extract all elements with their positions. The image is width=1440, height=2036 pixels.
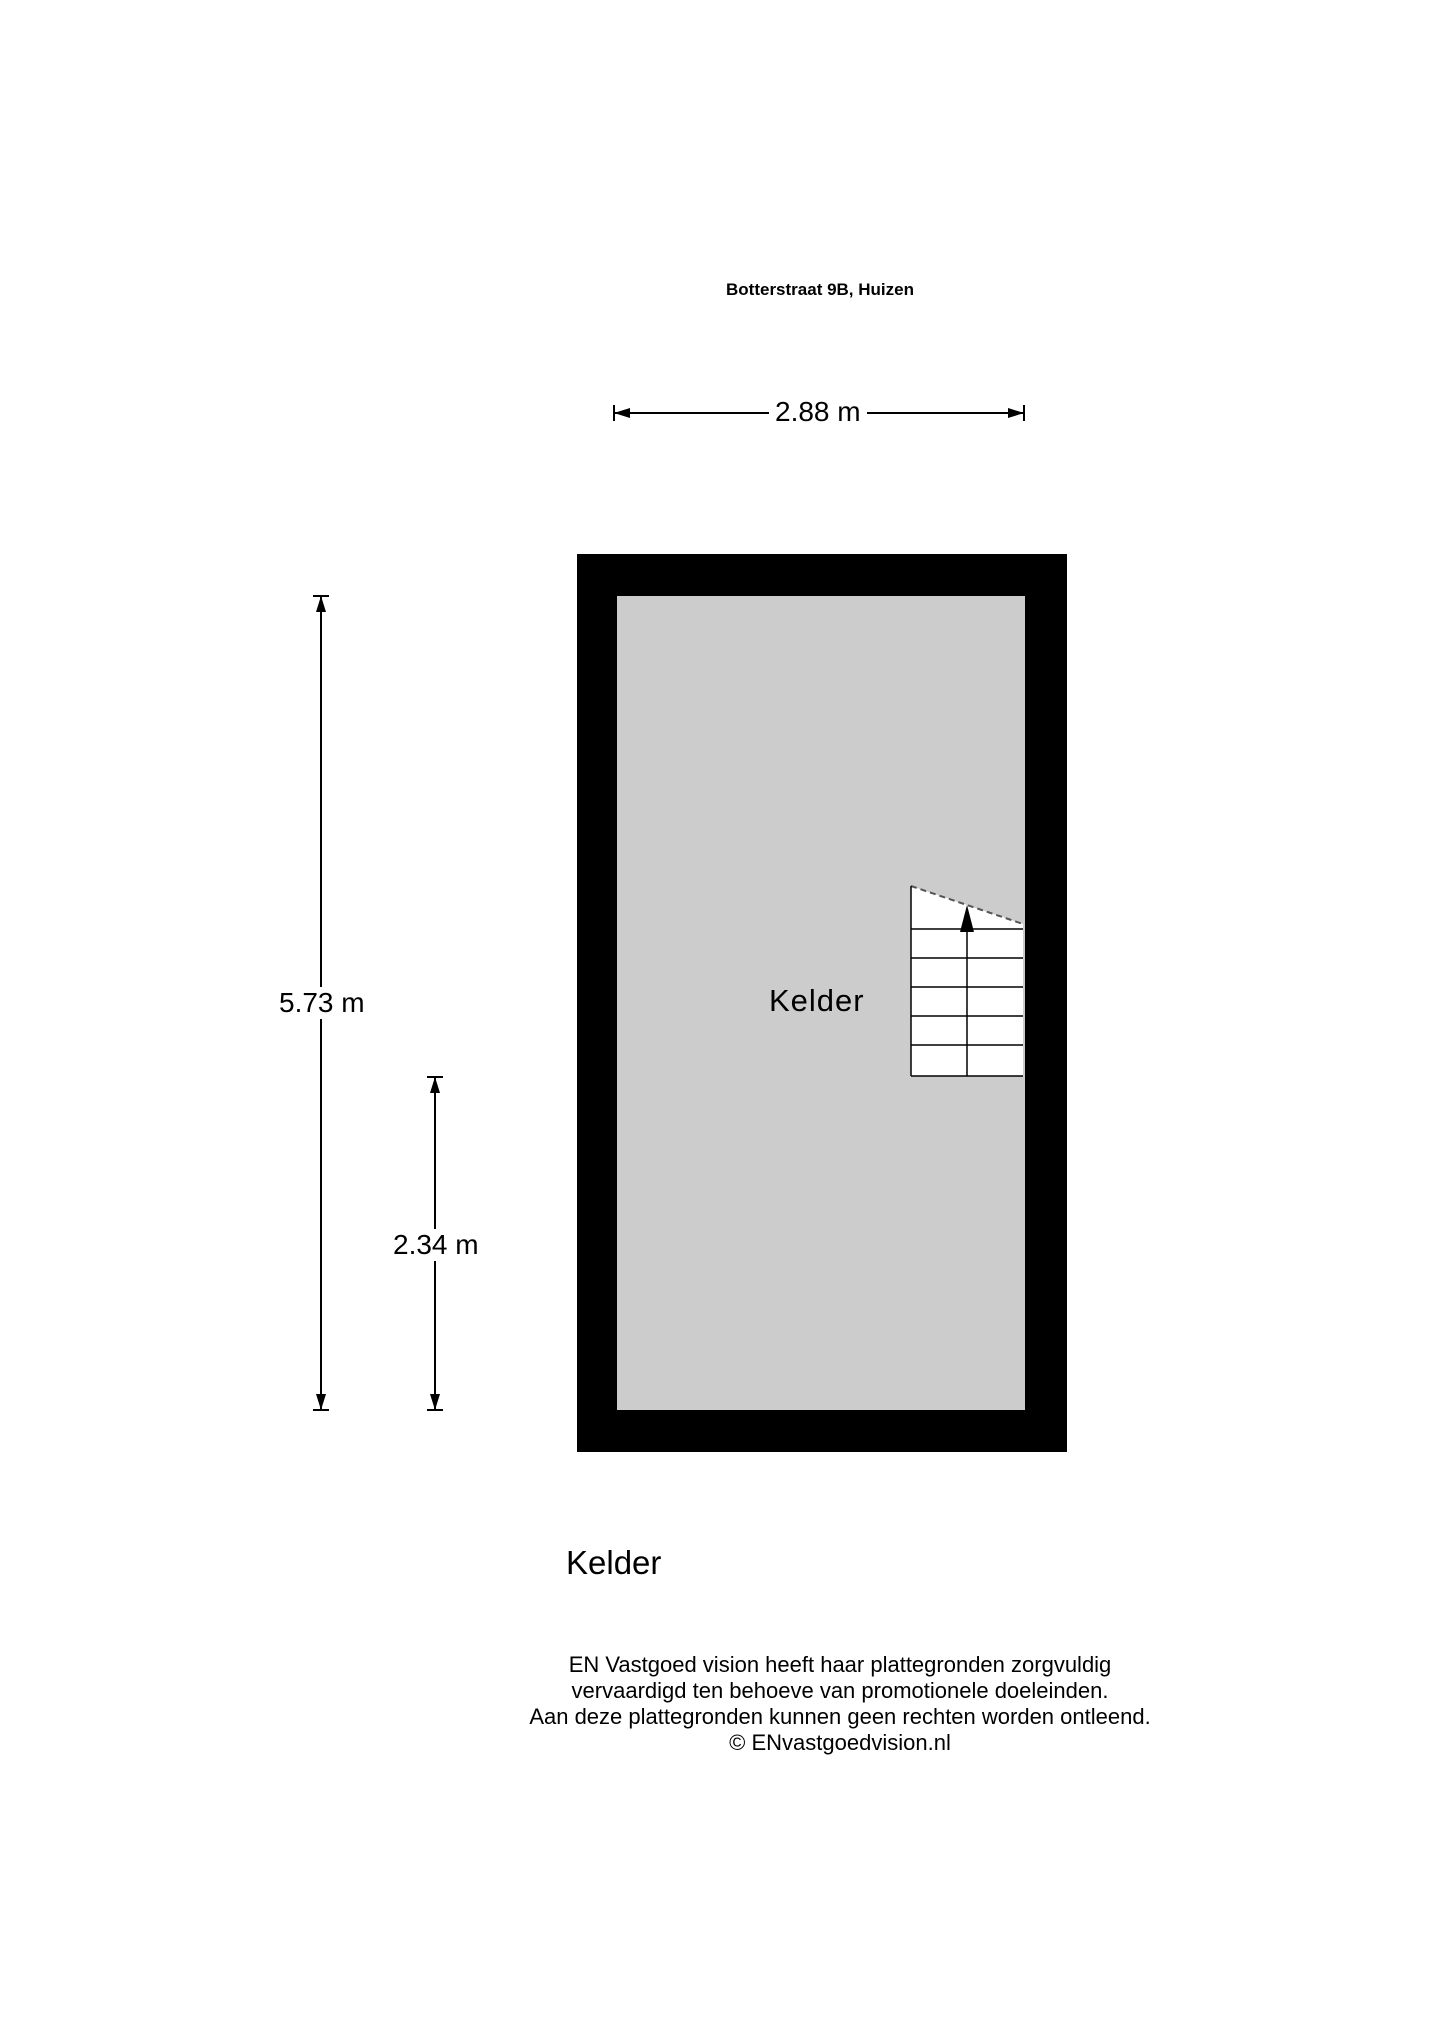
width-dimension-label: 2.88 m [769, 396, 867, 428]
height-dimension-label: 5.73 m [273, 987, 371, 1019]
floor-name: Kelder [566, 1544, 662, 1581]
partial-height-dimension-label: 2.34 m [387, 1229, 485, 1261]
disclaimer-line: Aan deze plattegronden kunnen geen rechten worden ontleend. [529, 1704, 1151, 1729]
disclaimer-line: EN Vastgoed vision heeft haar plattegronden zorgvuldig [568, 1652, 1112, 1677]
disclaimer-line: vervaardigd ten behoeve van promotionele doeleinden. [571, 1678, 1109, 1703]
copyright-line: © ENvastgoedvision.nl [729, 1730, 951, 1755]
room-label-kelder: Kelder [769, 983, 865, 1018]
property-address-title: Botterstraat 9B, Huizen [726, 280, 914, 299]
disclaimer [440, 1652, 1240, 1756]
